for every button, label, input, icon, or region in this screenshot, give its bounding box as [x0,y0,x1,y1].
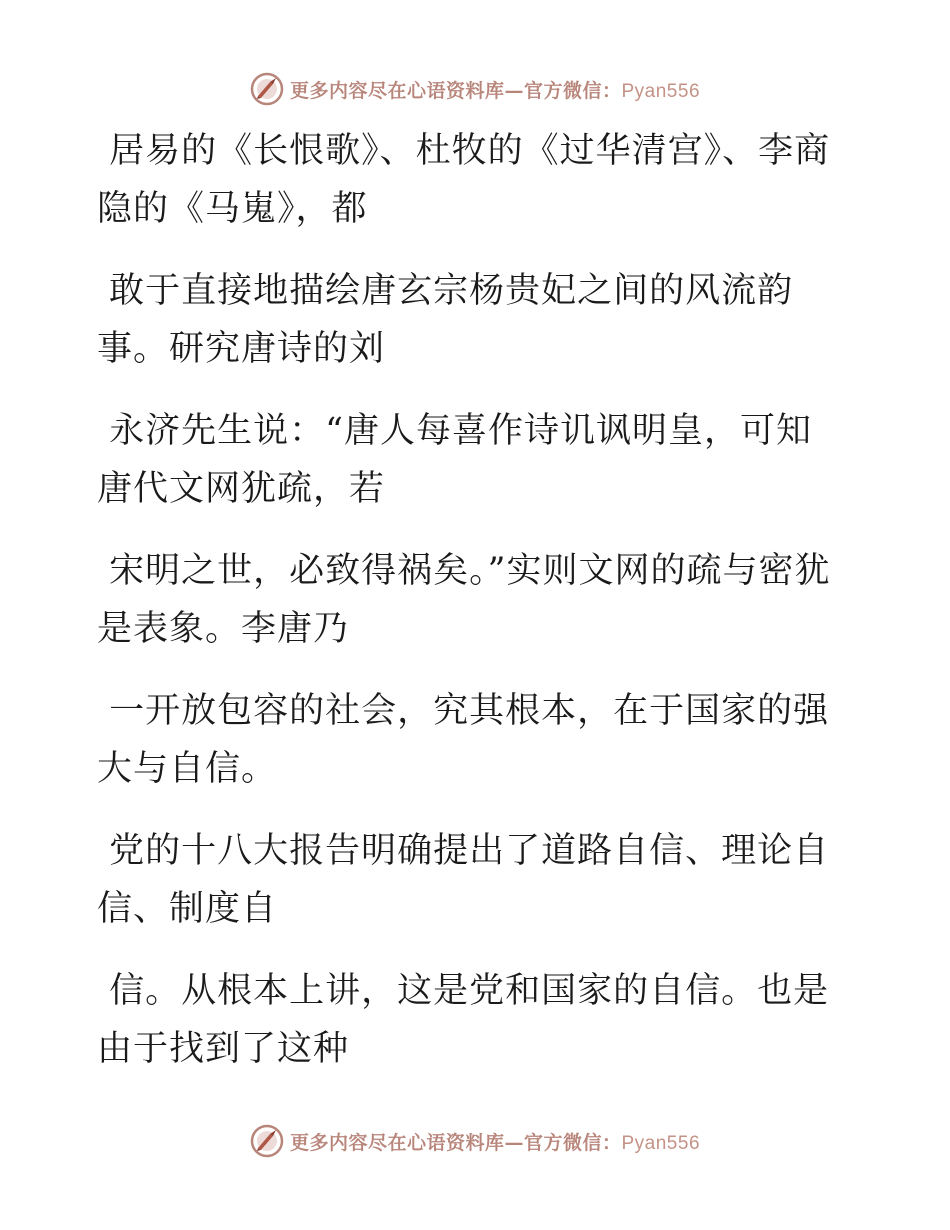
header-wechat-id: Pyan556 [621,80,701,102]
header-banner [0,72,950,106]
paragraph-7: 信。从根本上讲，这是党和国家的自信。也是由于找到了这种 [97,971,830,1069]
header-text: 更多内容尽在心语资料库—官方微信：Pyan556 [289,79,701,102]
footer-text: 更多内容尽在心语资料库—官方微信：Pyan556 [289,1131,701,1154]
document-body [97,122,837,1102]
header-banner-inner [250,72,700,106]
paragraph-4: 宋明之世，必致得祸矣。”实则文网的疏与密犹是表象。李唐乃 [97,551,831,649]
footer-banner [0,1124,950,1158]
book-quill-seal-icon [250,1124,284,1158]
paragraph-6: 党的十八大报告明确提出了道路自信、理论自信、制度自 [97,831,830,929]
paragraph-3: 永济先生说：“唐人每喜作诗讥讽明皇，可知唐代文网犹疏，若 [97,411,813,509]
paragraph-2: 敢于直接地描绘唐玄宗杨贵妃之间的风流韵事。研究唐诗的刘 [97,271,794,369]
book-quill-seal-icon [250,72,284,106]
footer-banner-inner [250,1124,700,1158]
paragraph-1: 居易的《长恨歌》、杜牧的《过华清宫》、李商隐的《马嵬》，都 [97,131,831,229]
footer-wechat-id: Pyan556 [621,1132,701,1154]
paragraph-5: 一开放包容的社会，究其根本，在于国家的强大与自信。 [97,691,830,789]
